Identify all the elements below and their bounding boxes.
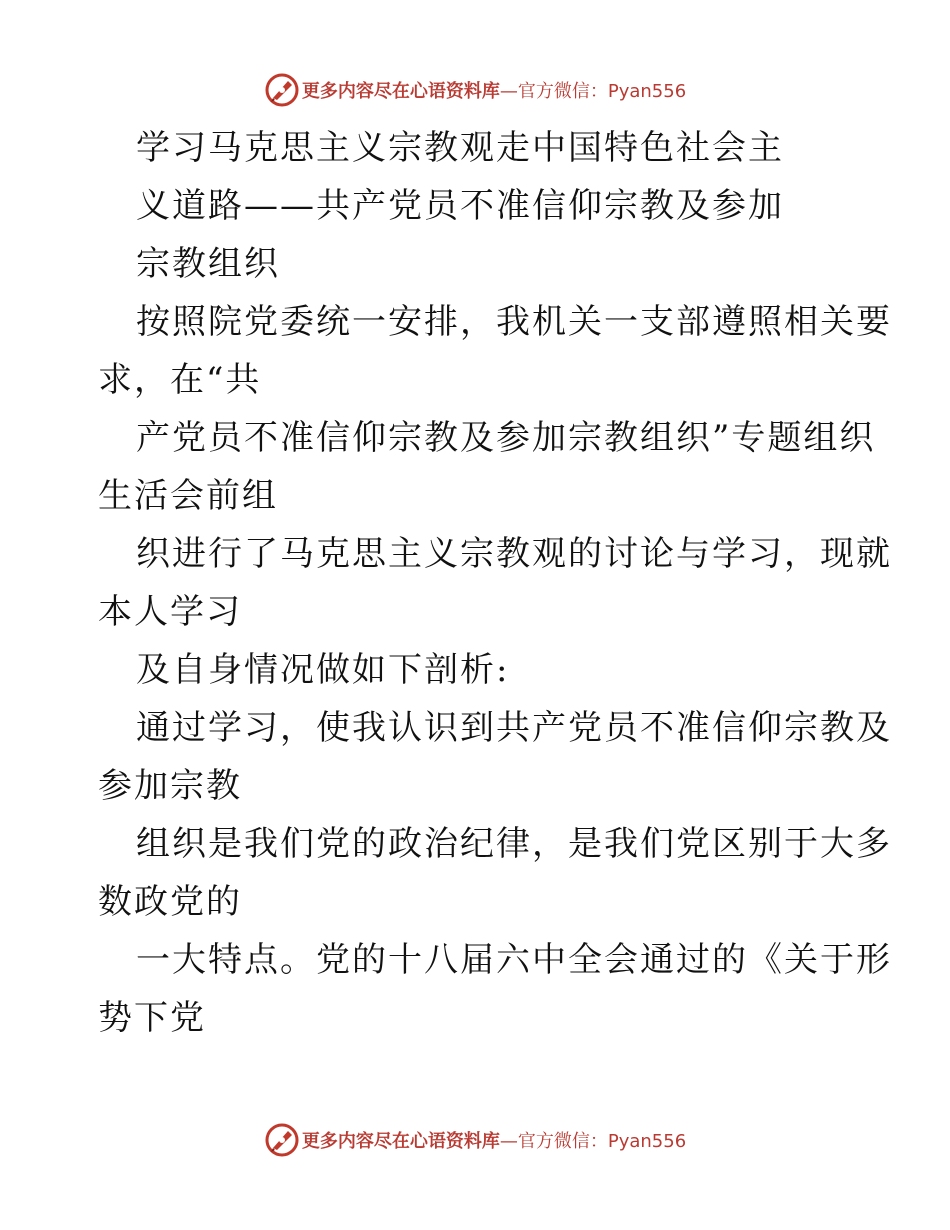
pen-logo-icon: [264, 1122, 300, 1158]
paragraph-line: 求，在“共: [98, 360, 262, 400]
header-watermark: [0, 70, 950, 110]
paragraph-line: 势下党: [98, 998, 206, 1038]
pen-logo-icon: [264, 72, 300, 108]
paragraph-line: 产党员不准信仰宗教及参加宗教组织”专题组织: [136, 418, 876, 458]
paragraph-line: 数政党的: [98, 882, 242, 922]
paragraph-line: 生活会前组: [98, 476, 278, 516]
title-line: 学习马克思主义宗教观走中国特色社会主: [136, 128, 784, 168]
paragraph-line: 及自身情况做如下剖析:: [136, 650, 510, 690]
paragraph-line: 按照院党委统一安排，我机关一支部遵照相关要: [136, 302, 892, 342]
watermark-text: 更多内容尽在心语资料库—官方微信：Pyan556: [301, 1131, 687, 1152]
paragraph-line: 本人学习: [98, 592, 242, 632]
footer-watermark: [0, 1120, 950, 1160]
paragraph-line: 通过学习，使我认识到共产党员不准信仰宗教及: [136, 708, 892, 748]
paragraph-line: 一大特点。党的十八届六中全会通过的《关于形: [136, 940, 892, 980]
watermark-text: 更多内容尽在心语资料库—官方微信：Pyan556: [301, 81, 687, 102]
title-line: 义道路——共产党员不准信仰宗教及参加: [136, 186, 784, 226]
title-line: 宗教组织: [136, 244, 280, 284]
paragraph-line: 组织是我们党的政治纪律，是我们党区别于大多: [136, 824, 892, 864]
paragraph-line: 织进行了马克思主义宗教观的讨论与学习，现就: [136, 534, 892, 574]
paragraph-line: 参加宗教: [98, 766, 242, 806]
